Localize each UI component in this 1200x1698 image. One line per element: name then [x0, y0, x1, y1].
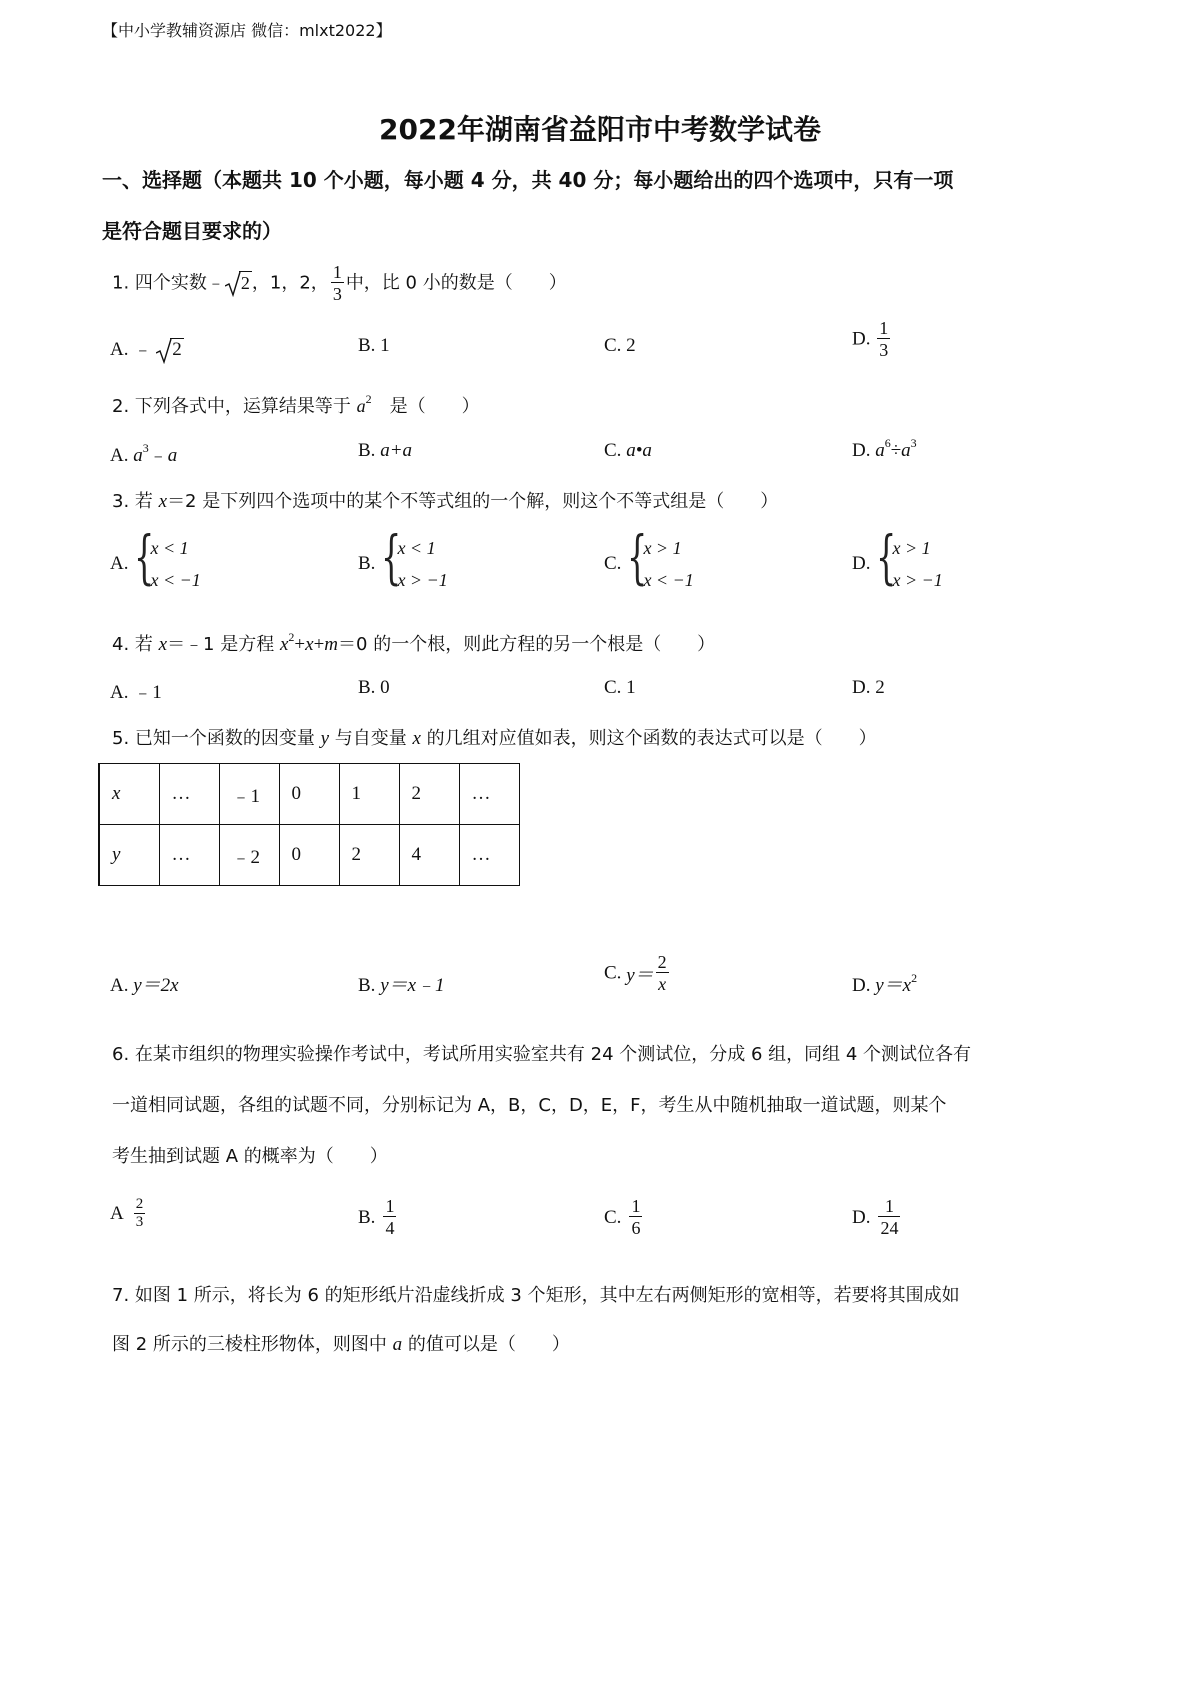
- table-cell: …: [459, 764, 519, 825]
- question-3: 3. 若 x＝2 是下列四个选项中的某个不等式组的一个解，则这个不等式组是（ ）: [112, 491, 779, 512]
- table-row: [99, 764, 519, 825]
- q4-option-d: D. 2: [852, 677, 885, 698]
- section-heading: 一、选择题（本题共 10 个小题，每小题 4 分，共 40 分；每小题给出的四个选项中，只有一项: [102, 168, 954, 192]
- table-cell: ﹣1: [219, 764, 279, 825]
- table-cell: …: [159, 825, 219, 886]
- question-1: 1. 四个实数﹣ 2 ，1，2， $\frac{1}{3}$ 中，比 0 小的数是（ ）: [112, 262, 567, 304]
- q5-option-b: B. y＝x﹣1: [358, 975, 445, 996]
- question-6-line1: 6. 在某市组织的物理实验操作考试中，考试所用实验室共有 24 个测试位，分成 6 组，同组 4 个测试位各有: [112, 1044, 972, 1065]
- question-7-line2: 图 2 所示的三棱柱形物体，则图中 a 的值可以是（ ）: [112, 1334, 570, 1355]
- q4-option-c: C. 1: [604, 677, 636, 698]
- question-7-line1: 7. 如图 1 所示，将长为 6 的矩形纸片沿虚线折成 3 个矩形，其中左右两侧矩形的宽相等，若要将其围成如: [112, 1285, 960, 1306]
- q6-option-c: C. $\frac{1}{6}$: [604, 1196, 641, 1238]
- q5-option-c: C. y＝ $\frac{2}{x}$: [604, 952, 667, 994]
- q1-option-b: B. 1: [358, 335, 390, 356]
- q6-option-b: B. $\frac{1}{4}$: [358, 1196, 395, 1238]
- question-5: 5. 已知一个函数的因变量 y 与自变量 x 的几组对应值如表，则这个函数的表达式可以是（ ）: [112, 728, 877, 749]
- table-cell: 2: [399, 764, 459, 825]
- q6-option-d: D. $\frac{1}{24}$: [852, 1196, 899, 1238]
- table-cell: x: [99, 764, 159, 825]
- fraction: $\frac{1}{3}$: [332, 262, 342, 304]
- q6-option-a: A $\frac{2}{3}$: [110, 1196, 144, 1230]
- table-row: [99, 825, 519, 886]
- q3-option-c: C. { x > 1 x < −1: [604, 523, 694, 591]
- watermark-header: 【中小学教辅资源店 微信：mlxt2022】: [102, 21, 392, 40]
- table-cell: …: [159, 764, 219, 825]
- question-4: 4. 若 x＝﹣1 是方程 $x^2+x+m=0$ 的一个根，则此方程的另一个根是（ ）: [112, 630, 716, 655]
- table-cell: 2: [339, 825, 399, 886]
- q2-option-b: B. a+a: [358, 440, 413, 461]
- q4-option-b: B. 0: [358, 677, 390, 698]
- table-cell: 0: [279, 764, 339, 825]
- question-2: 2. 下列各式中，运算结果等于 $a^2$ 是（ ）: [112, 392, 480, 417]
- q3-option-b: B. { x < 1 x > −1: [358, 523, 448, 591]
- q1-option-d: D. $\frac{1}{3}$: [852, 318, 889, 360]
- page-title: 2022年湖南省益阳市中考数学试卷: [379, 113, 821, 146]
- table-cell: ﹣2: [219, 825, 279, 886]
- q2-option-a: A. $a^3﹣a$: [110, 441, 178, 466]
- q5-option-d: D. $y=x^2$: [852, 971, 918, 996]
- table-cell: …: [459, 825, 519, 886]
- question-6-line3: 考生抽到试题 A 的概率为（ ）: [112, 1146, 388, 1167]
- table-cell: 0: [279, 825, 339, 886]
- question-6-line2: 一道相同试题，各组的试题不同，分别标记为 A，B，C，D，E，F，考生从中随机抽取一道试题，则某个: [112, 1095, 947, 1116]
- q4-option-a: A. ﹣1: [110, 682, 162, 703]
- q5-option-a: A. y＝2x: [110, 975, 179, 996]
- q3-option-a: A. { x < 1 x < −1: [110, 523, 201, 591]
- sqrt-expression: 2: [225, 271, 252, 294]
- value-table: [98, 763, 520, 886]
- table-cell: 1: [339, 764, 399, 825]
- q2-option-c: C. a•a: [604, 440, 652, 461]
- q3-option-d: D. { x > 1 x > −1: [852, 523, 943, 591]
- q1-option-a: A. ﹣ 2: [110, 339, 182, 360]
- section-heading-cont: 是符合题目要求的）: [102, 219, 282, 243]
- table-cell: 4: [399, 825, 459, 886]
- q1-option-c: C. 2: [604, 335, 636, 356]
- q2-option-d: D. $a^6\div a^3$: [852, 436, 917, 461]
- table-cell: y: [99, 825, 159, 886]
